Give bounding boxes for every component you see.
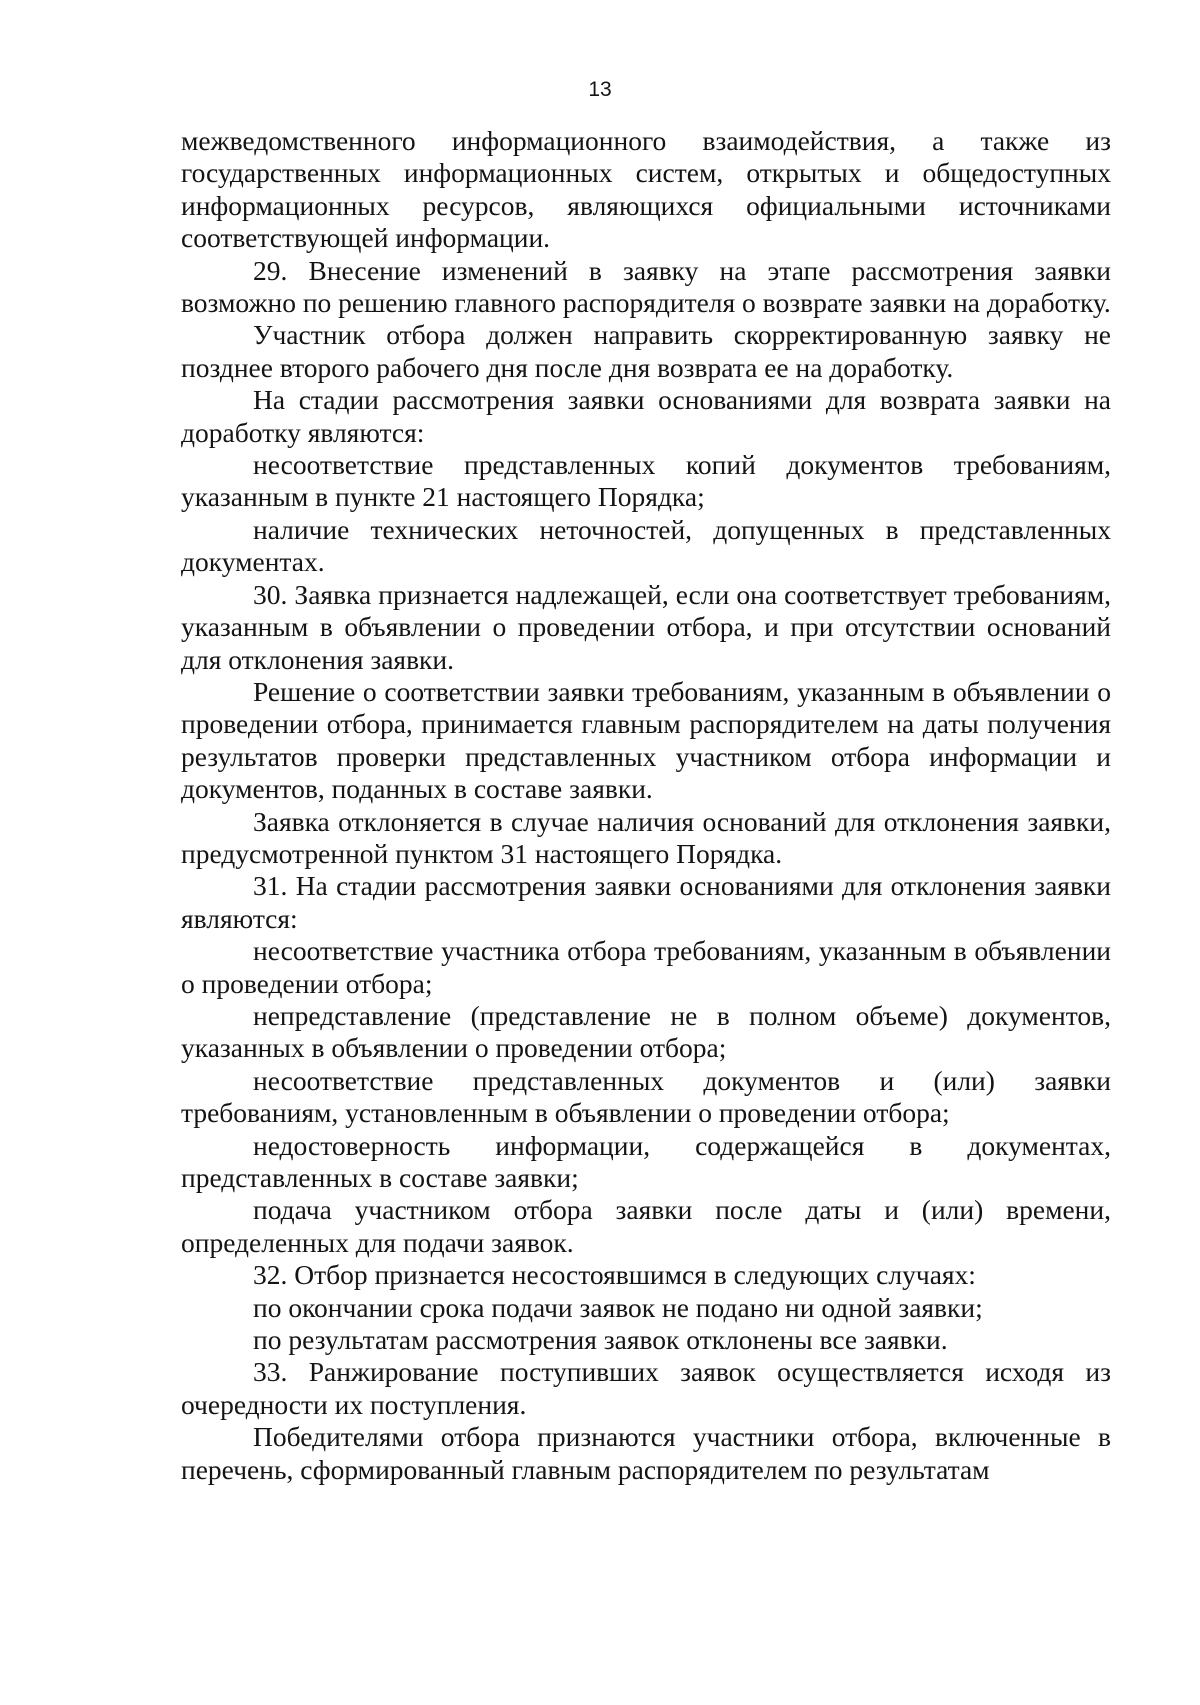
paragraph-item-31: 31. На стадии рассмотрения заявки основаниями для отклонения заявки являются: xyxy=(181,870,1111,934)
page-number: 13 xyxy=(588,78,612,101)
paragraph-item-30: 30. Заявка признается надлежащей, если она соответствует требованиям, указанным в объявлении о проведении отбора, и при отсутствии оснований для отклонения заявки. xyxy=(181,578,1111,675)
paragraph: межведомственного информационного взаимодействия, а также из государственных информационных систем, открытых и общедоступных информационных ресурсов, являющихся официальными источниками соответствующей информации. xyxy=(181,125,1111,254)
list-item: несоответствие представленных копий документов требованиям, указанным в пункте 21 настоящего Порядка; xyxy=(181,449,1111,513)
list-item: несоответствие представленных документов и (или) заявки требованиям, установленным в объявлении о проведении отбора; xyxy=(181,1064,1111,1129)
list-item: подача участником отбора заявки после даты и (или) времени, определенных для подачи заявок. xyxy=(181,1194,1111,1258)
list-item: по результатам рассмотрения заявок отклонены все заявки. xyxy=(253,1324,948,1356)
paragraph: Заявка отклоняется в случае наличия оснований для отклонения заявки, предусмотренной пунктом 31 настоящего Порядка. xyxy=(181,805,1111,869)
document-body xyxy=(181,125,1111,1486)
list-item: недостоверность информации, содержащейся в документах, представленных в составе заявки; xyxy=(181,1129,1111,1193)
list-item: по окончании срока подачи заявок не подано ни одной заявки; xyxy=(253,1291,983,1323)
list-item: несоответствие участника отбора требованиям, указанным в объявлении о проведении отбора; xyxy=(181,935,1111,999)
paragraph: Решение о соответствии заявки требованиям, указанным в объявлении о проведении отбора, принимается главным распорядителем на даты получения результатов проверки представленных участником отбора информации и документов, поданных в составе заявки. xyxy=(181,675,1111,805)
paragraph: Победителями отбора признаются участники отбора, включенные в перечень, сформированный главным распорядителем по результатам xyxy=(181,1421,1111,1485)
paragraph-item-32: 32. Отбор признается несостоявшимся в следующих случаях: xyxy=(253,1259,976,1291)
list-item: наличие технических неточностей, допущенных в представленных документах. xyxy=(181,513,1111,578)
paragraph-item-33: 33. Ранжирование поступивших заявок осуществляется исходя из очередности их поступления. xyxy=(181,1356,1111,1420)
paragraph: Участник отбора должен направить скорректированную заявку не позднее второго рабочего дня после дня возврата ее на доработку. xyxy=(181,319,1111,383)
list-item: непредставление (представление не в полном объеме) документов, указанных в объявлении о проведении отбора; xyxy=(181,999,1111,1064)
paragraph: На стадии рассмотрения заявки основаниями для возврата заявки на доработку являются: xyxy=(181,384,1111,448)
paragraph-item-29: 29. Внесение изменений в заявку на этапе рассмотрения заявки возможно по решению главного распорядителя о возврате заявки на доработку. xyxy=(181,254,1111,319)
